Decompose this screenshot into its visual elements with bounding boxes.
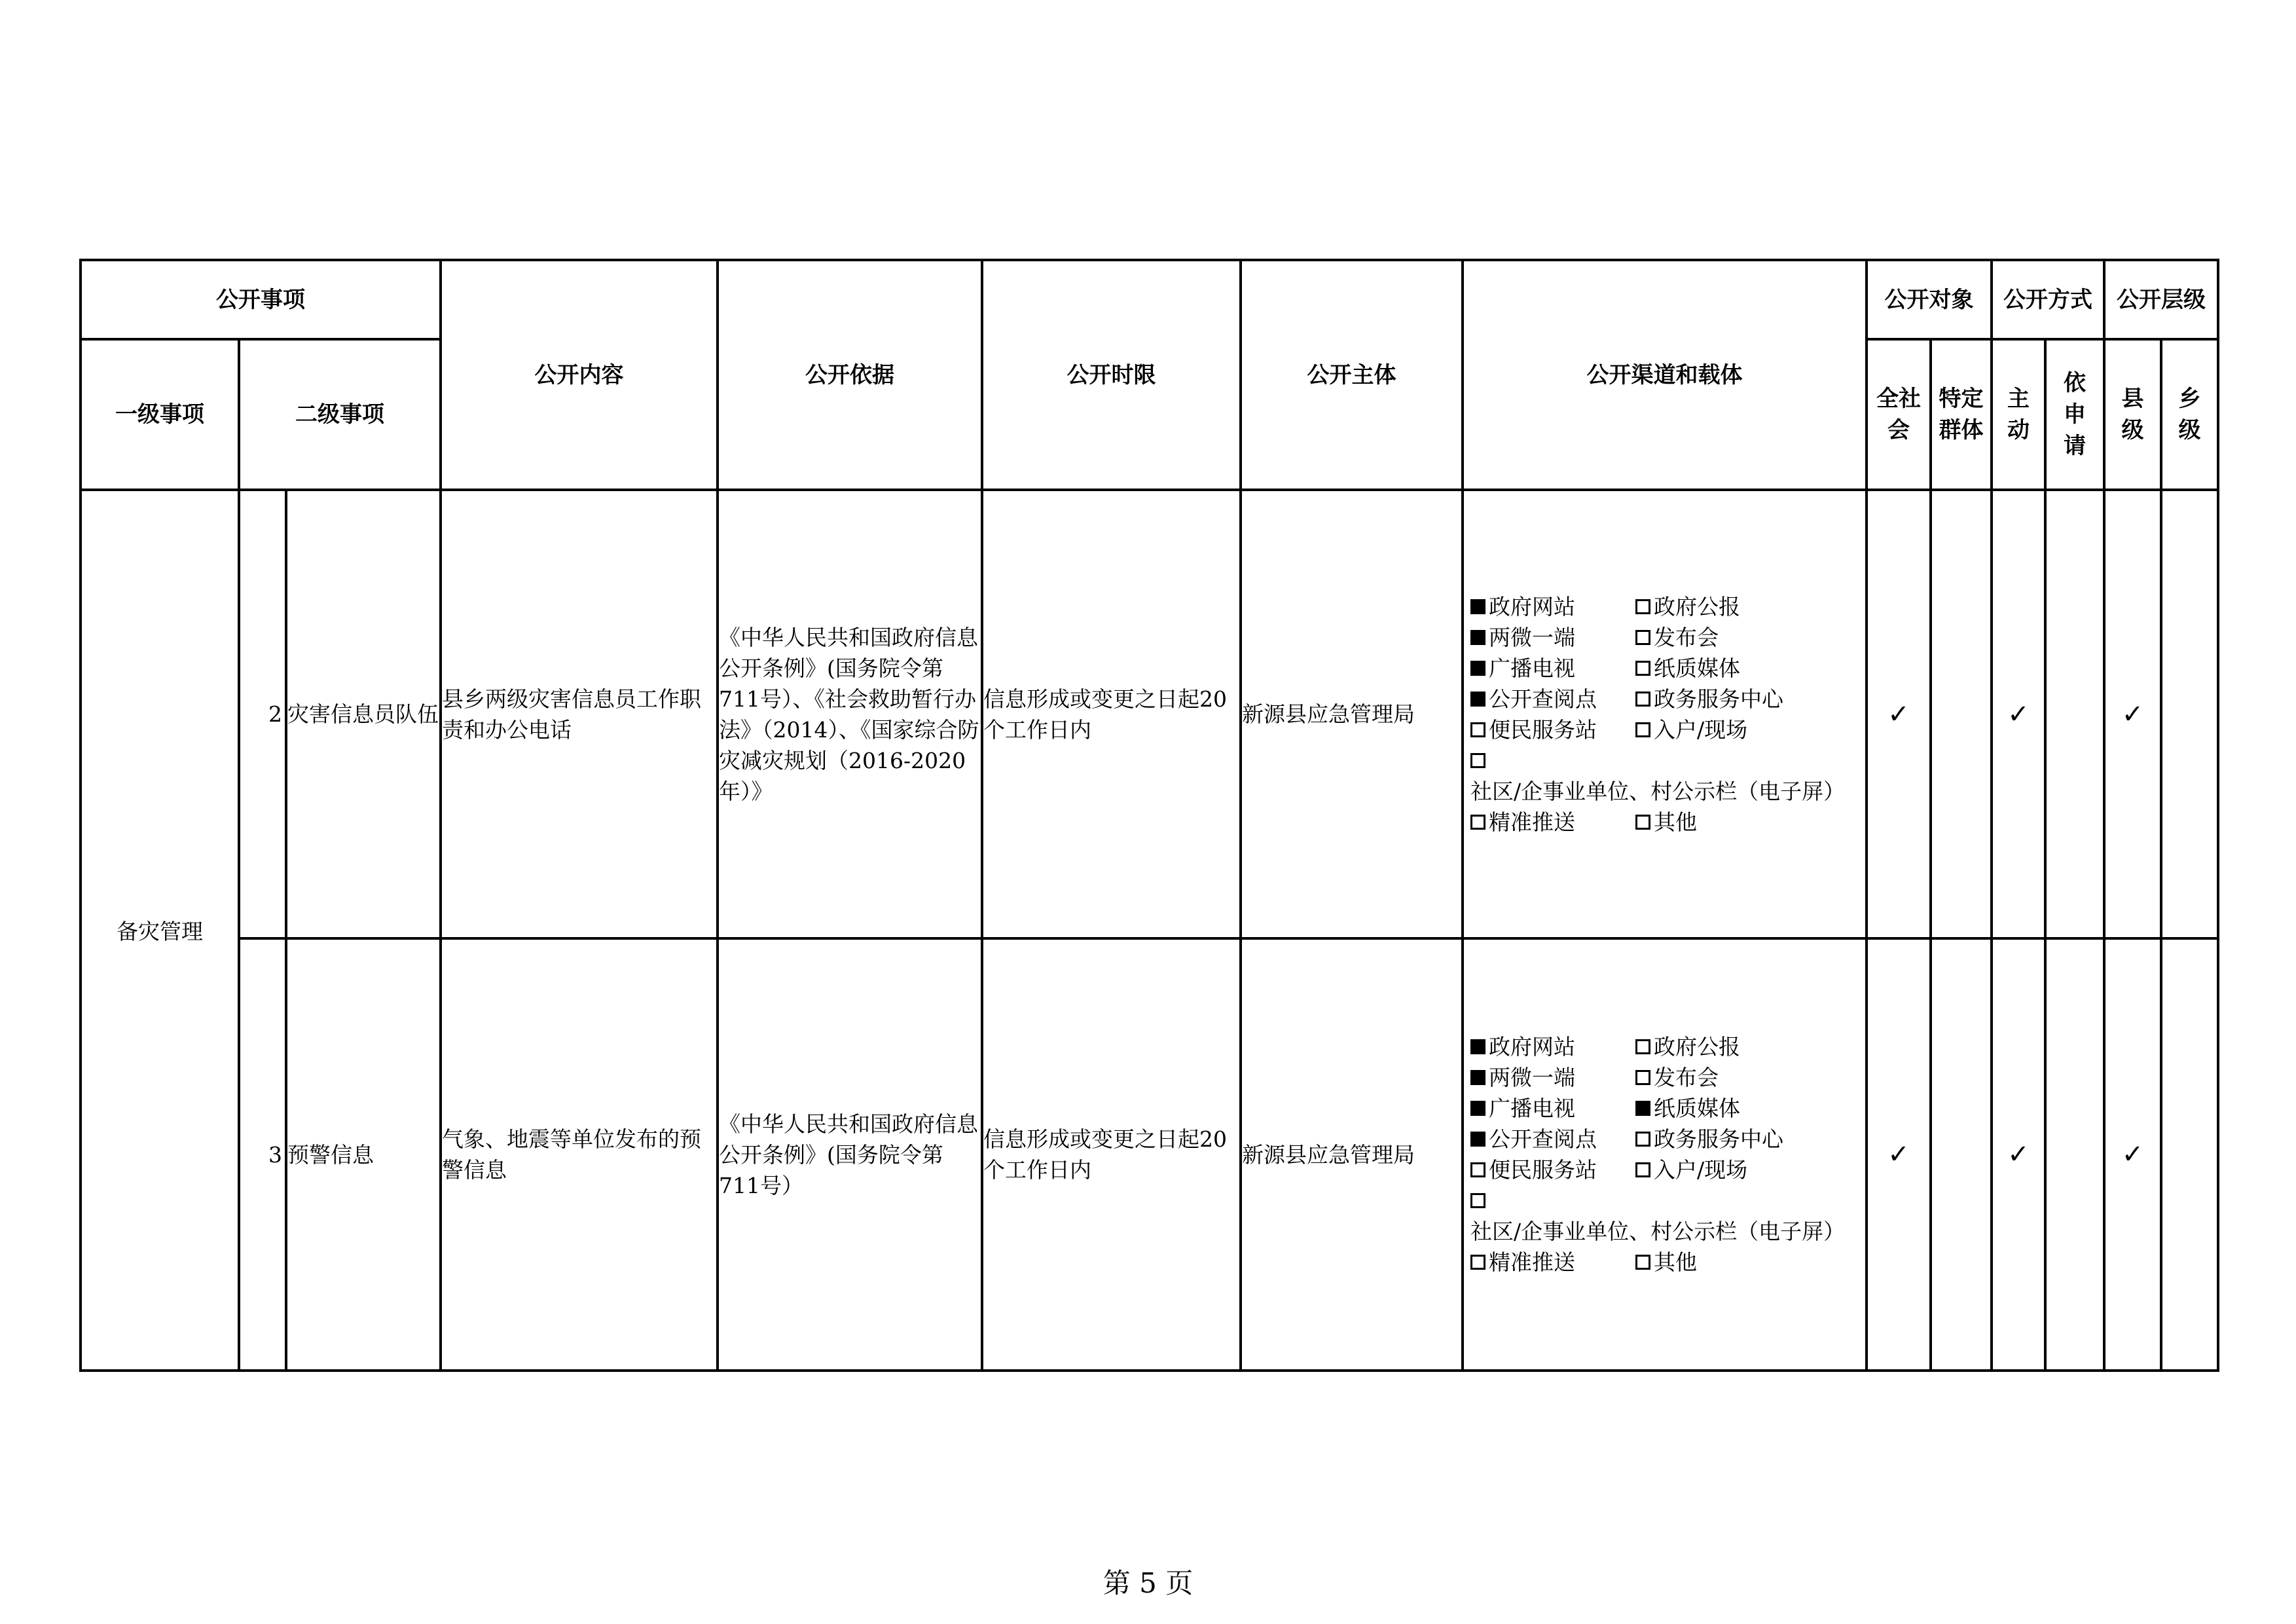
channel-checkbox: 发布会 — [1635, 622, 1719, 653]
channel-checkbox: 政务服务中心 — [1635, 684, 1783, 714]
empty-box-icon — [1470, 815, 1485, 830]
channel-checkbox: 精准推送 — [1470, 1247, 1635, 1278]
channel-checkbox: 发布会 — [1635, 1062, 1719, 1093]
zhudong-check: ✓ — [1992, 938, 2045, 1371]
row-number: 2 — [239, 490, 286, 938]
empty-box-icon — [1635, 661, 1650, 676]
channel-checkbox: 政府公报 — [1635, 591, 1740, 622]
empty-box-icon — [1635, 630, 1650, 645]
empty-box-icon — [1470, 1255, 1485, 1270]
empty-box-icon — [1470, 1193, 1485, 1208]
channel-checkbox: 政府网站 — [1470, 591, 1635, 622]
quan-shehui-check: ✓ — [1867, 938, 1931, 1371]
channels-cell — [1463, 490, 1867, 938]
checked-box-icon — [1470, 692, 1485, 707]
table-row — [81, 490, 2218, 938]
channel-checkbox: 纸质媒体 — [1635, 1093, 1740, 1124]
subject-cell: 新源县应急管理局 — [1241, 490, 1463, 938]
header-gongkai-qudao: 公开渠道和载体 — [1463, 260, 1867, 490]
header-quan-shehui: 全社会 — [1867, 339, 1931, 490]
channel-checkbox: 入户/现场 — [1635, 714, 1747, 745]
erji-item: 预警信息 — [286, 938, 441, 1371]
channel-checkbox: 便民服务站 — [1470, 1154, 1635, 1185]
checked-box-icon — [1470, 1132, 1485, 1147]
empty-box-icon — [1635, 1070, 1650, 1085]
channel-checkbox: 入户/现场 — [1635, 1154, 1747, 1185]
header-erji-shixiang: 二级事项 — [239, 339, 441, 490]
header-xiangji: 乡级 — [2161, 339, 2218, 490]
xianji-check: ✓ — [2104, 490, 2161, 938]
channel-checkbox: 公开查阅点 — [1470, 1124, 1635, 1154]
header-teding-qunti: 特定群体 — [1931, 339, 1992, 490]
channel-checkbox: 社区/企事业单位、村公示栏（电子屏） — [1470, 1185, 1859, 1247]
empty-box-icon — [1470, 753, 1485, 768]
channel-checkbox: 广播电视 — [1470, 1093, 1635, 1124]
channel-checkbox: 纸质媒体 — [1635, 653, 1740, 684]
empty-box-icon — [1635, 692, 1650, 707]
yishenqing-check — [2045, 490, 2104, 938]
header-gongkai-duixiang: 公开对象 — [1867, 260, 1992, 339]
empty-box-icon — [1635, 815, 1650, 830]
channel-checkbox: 社区/企事业单位、村公示栏（电子屏） — [1470, 745, 1859, 807]
channel-checkbox: 政府网站 — [1470, 1031, 1635, 1062]
header-yishenqing: 依申请 — [2045, 339, 2104, 490]
header-gongkai-yiju: 公开依据 — [718, 260, 982, 490]
yishenqing-check — [2045, 938, 2104, 1371]
xiangji-check — [2161, 938, 2218, 1371]
basis-cell: 《中华人民共和国政府信息公开条例》(国务院令第711号） — [718, 938, 982, 1371]
checked-box-icon — [1470, 1101, 1485, 1116]
header-gongkai-shixian: 公开时限 — [982, 260, 1241, 490]
time-limit-cell: 信息形成或变更之日起20个工作日内 — [982, 938, 1241, 1371]
time-limit-cell: 信息形成或变更之日起20个工作日内 — [982, 490, 1241, 938]
channel-checkbox: 两微一端 — [1470, 1062, 1635, 1093]
channel-checkbox: 其他 — [1635, 807, 1697, 838]
table-row — [81, 938, 2218, 1371]
teding-qunti-check — [1931, 938, 1992, 1371]
xiangji-check — [2161, 490, 2218, 938]
quan-shehui-check: ✓ — [1867, 490, 1931, 938]
channel-checkbox: 精准推送 — [1470, 807, 1635, 838]
content-cell: 县乡两级灾害信息员工作职责和办公电话 — [441, 490, 718, 938]
checked-box-icon — [1470, 1039, 1485, 1054]
header-gongkai-neirong: 公开内容 — [441, 260, 718, 490]
teding-qunti-check — [1931, 490, 1992, 938]
channel-checkbox: 公开查阅点 — [1470, 684, 1635, 714]
channel-checkbox: 两微一端 — [1470, 622, 1635, 653]
channel-checkbox: 广播电视 — [1470, 653, 1635, 684]
header-gongkai-zhuti: 公开主体 — [1241, 260, 1463, 490]
row-number: 3 — [239, 938, 286, 1371]
checked-box-icon — [1635, 1101, 1650, 1116]
zhudong-check: ✓ — [1992, 490, 2045, 938]
subject-cell: 新源县应急管理局 — [1241, 938, 1463, 1371]
empty-box-icon — [1635, 1039, 1650, 1054]
channel-checkbox: 政务服务中心 — [1635, 1124, 1783, 1154]
disclosure-table — [79, 259, 2219, 1372]
checked-box-icon — [1470, 599, 1485, 614]
channel-checkbox: 便民服务站 — [1470, 714, 1635, 745]
header-gongkai-fangshi: 公开方式 — [1992, 260, 2104, 339]
empty-box-icon — [1470, 722, 1485, 737]
channels-cell — [1463, 938, 1867, 1371]
header-gongkai-cengji: 公开层级 — [2104, 260, 2218, 339]
checked-box-icon — [1470, 630, 1485, 645]
empty-box-icon — [1635, 1255, 1650, 1270]
channel-checkbox: 政府公报 — [1635, 1031, 1740, 1062]
empty-box-icon — [1470, 1162, 1485, 1177]
page-number: 第 5 页 — [1102, 1567, 1194, 1599]
checked-box-icon — [1470, 1070, 1485, 1085]
header-zhudong: 主动 — [1992, 339, 2045, 490]
header-gongkai-shixiang: 公开事项 — [81, 260, 441, 339]
category-cell: 备灾管理 — [81, 490, 239, 1371]
empty-box-icon — [1635, 599, 1650, 614]
empty-box-icon — [1635, 722, 1650, 737]
content-cell: 气象、地震等单位发布的预警信息 — [441, 938, 718, 1371]
basis-cell: 《中华人民共和国政府信息公开条例》(国务院令第711号）、《社会救助暂行办法》（2014）、《国家综合防灾减灾规划（2016-2020年）》 — [718, 490, 982, 938]
header-xianji: 县级 — [2104, 339, 2161, 490]
header-yiji-shixiang: 一级事项 — [81, 339, 239, 490]
channel-checkbox: 其他 — [1635, 1247, 1697, 1278]
erji-item: 灾害信息员队伍 — [286, 490, 441, 938]
empty-box-icon — [1635, 1162, 1650, 1177]
xianji-check: ✓ — [2104, 938, 2161, 1371]
checked-box-icon — [1470, 661, 1485, 676]
empty-box-icon — [1635, 1132, 1650, 1147]
